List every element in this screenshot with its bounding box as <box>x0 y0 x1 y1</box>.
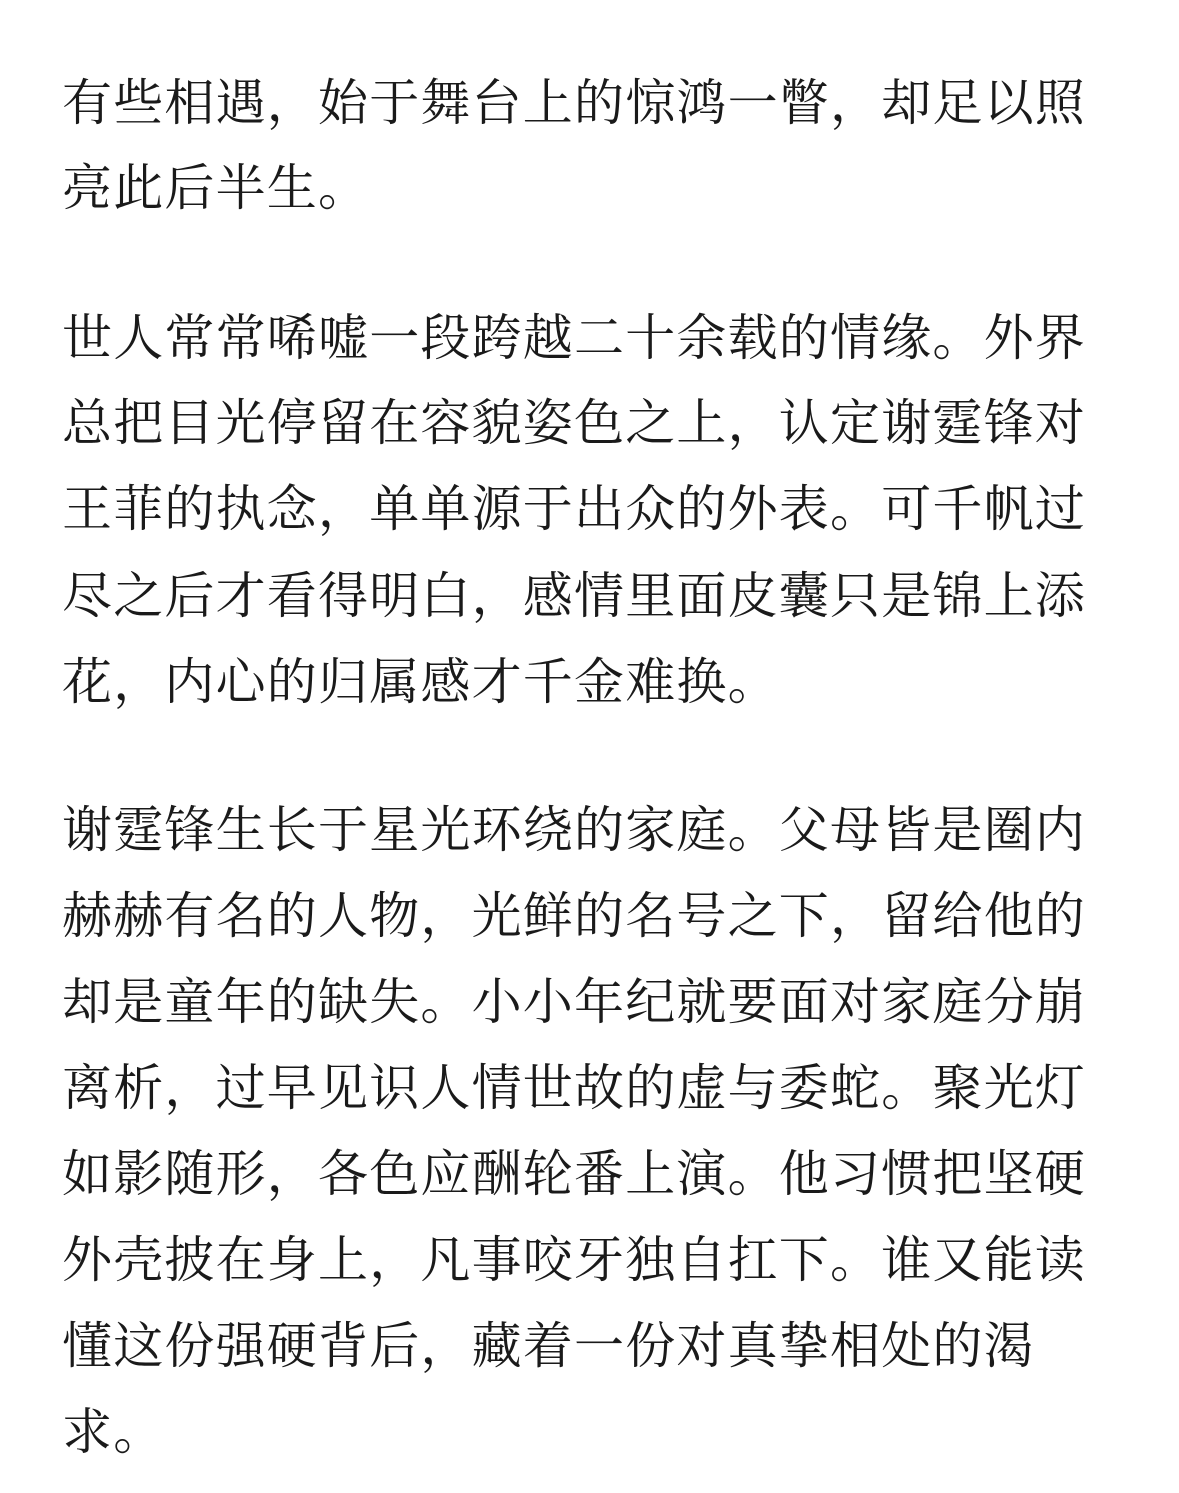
paragraph-line: 总把目光停留在容貌姿色之上，认定谢霆锋对 <box>62 394 1086 452</box>
paragraph-line: 懂这份强硬背后，藏着一份对真挚相处的渴 <box>62 1317 1035 1375</box>
paragraph-line: 花，内心的归属感才千金难换。 <box>62 653 779 711</box>
paragraph-line: 世人常常唏嘘一段跨越二十余载的情缘。外界 <box>62 309 1086 367</box>
paragraph-line: 王菲的执念，单单源于出众的外表。可千帆过 <box>62 480 1086 538</box>
paragraph-line: 外壳披在身上，凡事咬牙独自扛下。谁又能读 <box>62 1231 1086 1289</box>
paragraph-line: 亮此后半生。 <box>62 159 370 217</box>
paragraph-line: 有些相遇，始于舞台上的惊鸿一瞥，却足以照 <box>62 74 1086 132</box>
paragraph-line: 赫赫有名的人物，光鲜的名号之下，留给他的 <box>62 887 1086 945</box>
paragraph-line: 尽之后才看得明白，感情里面皮囊只是锦上添 <box>62 567 1086 625</box>
paragraph-line: 却是童年的缺失。小小年纪就要面对家庭分崩 <box>62 973 1086 1031</box>
paragraph-line: 求。 <box>62 1403 165 1461</box>
paragraph-line: 离析，过早见识人情世故的虚与委蛇。聚光灯 <box>62 1059 1086 1117</box>
paragraph-line: 如影随形，各色应酬轮番上演。他习惯把坚硬 <box>62 1145 1086 1203</box>
paragraph-line: 谢霆锋生长于星光环绕的家庭。父母皆是圈内 <box>62 801 1086 859</box>
